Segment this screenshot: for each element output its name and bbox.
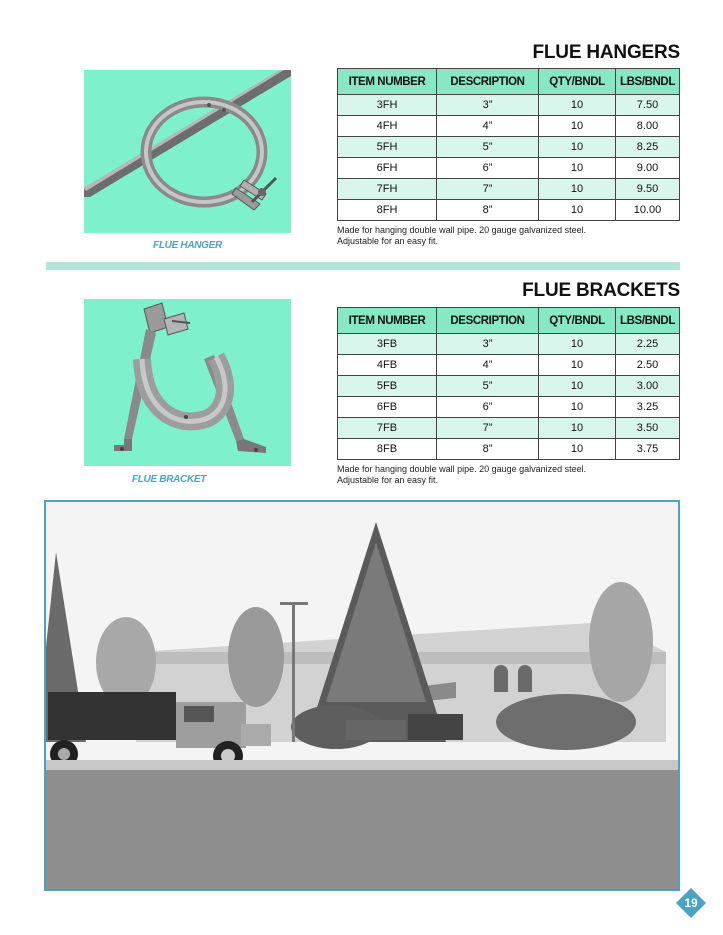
facility-photo — [44, 500, 680, 891]
description: 3” — [437, 95, 539, 116]
col-item-number: ITEM NUMBER — [338, 308, 437, 334]
table-row — [338, 179, 680, 200]
qty: 10 — [539, 418, 616, 439]
description: 7” — [437, 418, 539, 439]
brackets-table — [337, 307, 680, 460]
col-lbs-bndl: LBS/BNDL — [616, 69, 680, 95]
col-description: DESCRIPTION — [437, 69, 539, 95]
description: 6” — [437, 397, 539, 418]
item-number: 7FH — [338, 179, 437, 200]
lbs: 3.50 — [616, 418, 680, 439]
lbs: 7.50 — [616, 95, 680, 116]
hanger-caption: FLUE HANGER — [153, 240, 222, 251]
description: 7” — [437, 179, 539, 200]
qty: 10 — [539, 137, 616, 158]
bracket-caption: FLUE BRACKET — [131, 474, 207, 485]
table-row — [338, 137, 680, 158]
qty: 10 — [539, 179, 616, 200]
hangers-note-line1: Made for hanging double wall pipe. 20 gauge galvanized steel. — [337, 225, 587, 235]
table-header-row — [338, 69, 680, 95]
table-row — [338, 200, 680, 221]
table-row — [338, 158, 680, 179]
hangers-table — [337, 68, 680, 221]
page-number: 19 — [684, 896, 698, 910]
qty: 10 — [539, 116, 616, 137]
description: 5” — [437, 137, 539, 158]
item-number: 4FH — [338, 116, 437, 137]
description: 8” — [437, 439, 539, 460]
brackets-note-line1: Made for hanging double wall pipe. 20 gauge galvanized steel. — [337, 464, 587, 474]
table-row — [338, 439, 680, 460]
qty: 10 — [539, 334, 616, 355]
qty: 10 — [539, 95, 616, 116]
item-number: 8FB — [338, 439, 437, 460]
item-number: 8FH — [338, 200, 437, 221]
qty: 10 — [539, 158, 616, 179]
item-number: 5FH — [338, 137, 437, 158]
col-qty-bndl: QTY/BNDL — [539, 308, 616, 334]
table-header-row — [338, 308, 680, 334]
hangers-note — [337, 225, 667, 247]
lbs: 2.50 — [616, 355, 680, 376]
table-row — [338, 116, 680, 137]
item-number: 6FB — [338, 397, 437, 418]
lbs: 8.25 — [616, 137, 680, 158]
table-row — [338, 95, 680, 116]
lbs: 3.75 — [616, 439, 680, 460]
lbs: 3.00 — [616, 376, 680, 397]
qty: 10 — [539, 439, 616, 460]
brackets-title: FLUE BRACKETS — [522, 280, 680, 301]
item-number: 3FB — [338, 334, 437, 355]
col-item-number: ITEM NUMBER — [338, 69, 437, 95]
col-description: DESCRIPTION — [437, 308, 539, 334]
brackets-note — [337, 464, 667, 486]
table-row — [338, 397, 680, 418]
table-row — [338, 355, 680, 376]
qty: 10 — [539, 200, 616, 221]
item-number: 6FH — [338, 158, 437, 179]
description: 4” — [437, 355, 539, 376]
description: 3” — [437, 334, 539, 355]
lbs: 9.50 — [616, 179, 680, 200]
table-row — [338, 418, 680, 439]
item-number: 4FB — [338, 355, 437, 376]
section-divider — [46, 262, 680, 270]
lbs: 9.00 — [616, 158, 680, 179]
description: 5” — [437, 376, 539, 397]
lbs: 2.25 — [616, 334, 680, 355]
qty: 10 — [539, 397, 616, 418]
description: 8” — [437, 200, 539, 221]
qty: 10 — [539, 355, 616, 376]
hangers-title: FLUE HANGERS — [532, 42, 680, 63]
lbs: 10.00 — [616, 200, 680, 221]
hangers-note-line2: Adjustable for an easy fit. — [337, 236, 439, 246]
flue-bracket-photo — [84, 299, 291, 466]
lbs: 3.25 — [616, 397, 680, 418]
table-row — [338, 334, 680, 355]
item-number: 3FH — [338, 95, 437, 116]
item-number: 5FB — [338, 376, 437, 397]
flue-hanger-photo — [84, 70, 291, 233]
item-number: 7FB — [338, 418, 437, 439]
description: 4” — [437, 116, 539, 137]
table-row — [338, 376, 680, 397]
col-lbs-bndl: LBS/BNDL — [616, 308, 680, 334]
lbs: 8.00 — [616, 116, 680, 137]
col-qty-bndl: QTY/BNDL — [539, 69, 616, 95]
brackets-note-line2: Adjustable for an easy fit. — [337, 475, 439, 485]
qty: 10 — [539, 376, 616, 397]
description: 6” — [437, 158, 539, 179]
